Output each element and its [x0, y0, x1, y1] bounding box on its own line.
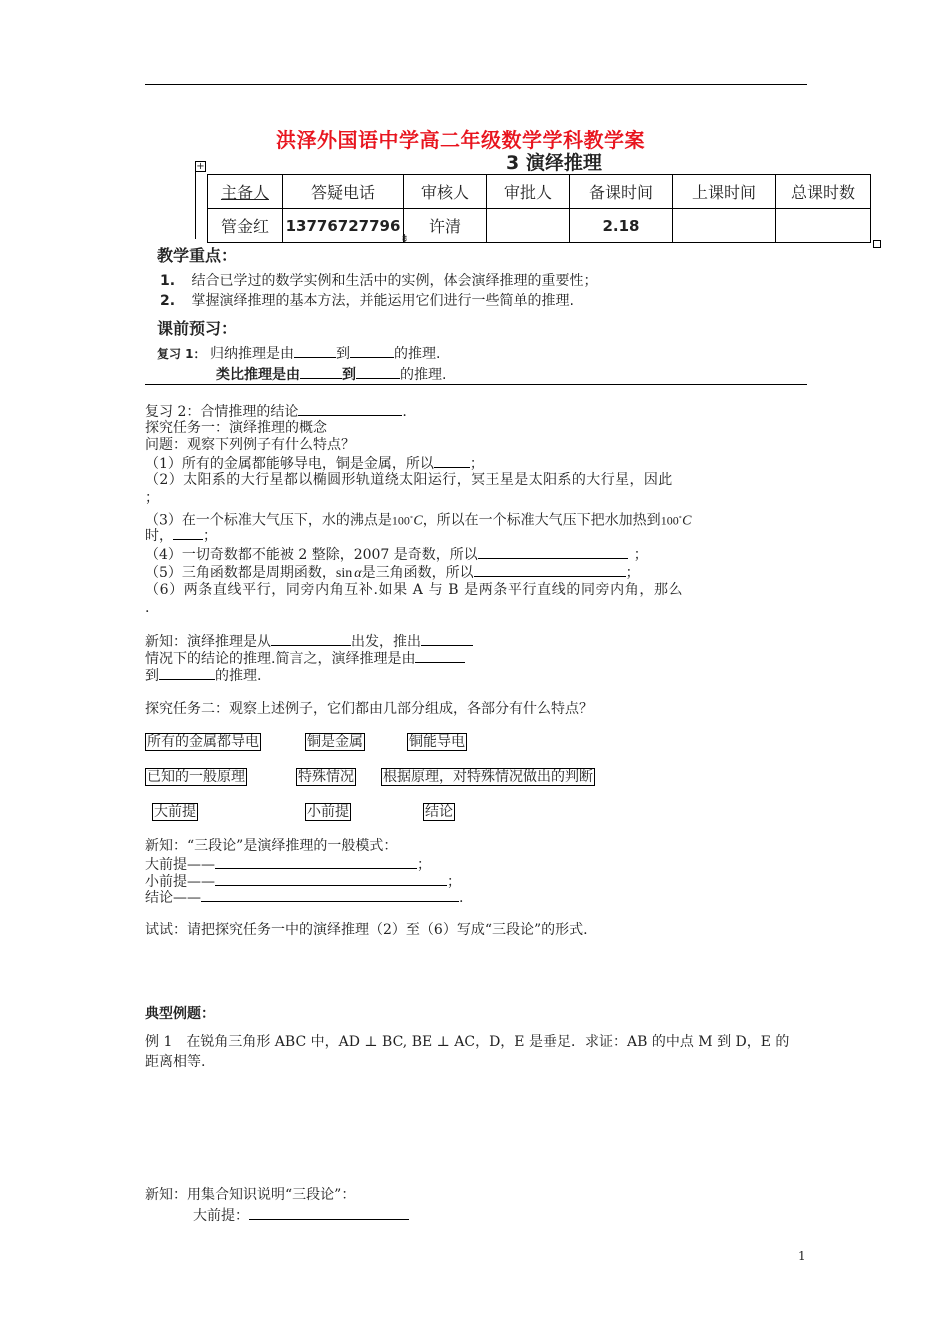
review-1-text-a: 归纳推理是由 — [209, 346, 294, 362]
example-6: （6）两条直线平行，同旁内角互补.如果 A 与 B 是两条平行直线的同旁内角，那么 — [145, 582, 684, 598]
syllogism-example-box: 铜能导电 — [409, 734, 465, 750]
new-knowledge-line-3 — [145, 667, 261, 684]
value-cell: 13776727796 — [283, 209, 404, 243]
page-number: 1 — [798, 1249, 806, 1263]
review-1b-text-c: 的推理. — [400, 367, 447, 383]
fill-blank[interactable] — [415, 650, 465, 663]
header-cell: 审核人 — [404, 175, 487, 209]
example-3: （3）在一个标准大气压下，水的沸点是100∘C，所以在一个标准大气压下把水加热到100∘C — [145, 512, 692, 529]
example-3-line2-text: 时， — [145, 528, 173, 544]
info-table-value-row — [208, 209, 871, 243]
fill-blank[interactable] — [434, 455, 470, 468]
try-instruction: 试试：请把探究任务一中的演绎推理（2）至（6）写成“三段论”的形式. — [145, 922, 588, 938]
temp-value: 100 — [660, 513, 679, 528]
key-point-text: 结合已学过的数学实例和生活中的实例，体会演绎推理的重要性； — [191, 273, 598, 289]
header-cell: 总课时数 — [776, 175, 871, 209]
set-knowledge-intro: 新知：用集合知识说明“三段论”： — [145, 1187, 356, 1203]
table-move-handle[interactable]: + — [196, 161, 205, 172]
syllogism-meaning-box: 已知的一般原理 — [147, 769, 245, 785]
syllogism-meaning-box: 特殊情况 — [298, 769, 354, 785]
syllogism-example-box: 铜是金属 — [307, 734, 363, 750]
minor-premise-end: ； — [447, 874, 461, 890]
example-problem-1-line-2: 距离相等. — [145, 1054, 206, 1070]
new-knowledge-line-2 — [145, 650, 465, 667]
conclusion-end: . — [459, 890, 464, 906]
key-point-item — [160, 290, 574, 310]
header-cell: 主备人 — [208, 175, 283, 209]
value-cell — [487, 209, 570, 243]
preview-heading: 课前预习： — [157, 319, 238, 338]
task-1-question: 问题：观察下列例子有什么特点？ — [145, 437, 355, 453]
example-4-end: ； — [633, 547, 648, 563]
key-point-text: 掌握演绎推理的基本方法，并能运用它们进行一些简单的推理. — [191, 293, 574, 309]
example-1 — [145, 455, 484, 472]
review-2-end: . — [402, 404, 407, 420]
example-3-text: （3）在一个标准大气压下，水的沸点是 — [145, 512, 392, 529]
fill-blank[interactable] — [201, 889, 459, 902]
example-4 — [145, 546, 648, 563]
fill-blank[interactable] — [271, 633, 351, 646]
review-1b-text-a: 类比推理是由 — [216, 367, 300, 383]
key-point-item — [160, 270, 598, 290]
example-5-text-a: （5）三角函数都是周期函数， — [145, 565, 336, 581]
nk1-text-b: 出发，推出 — [351, 634, 421, 650]
fill-blank[interactable] — [478, 546, 628, 559]
table-left-border — [195, 172, 196, 239]
syllogism-part-box: 小前提 — [307, 804, 349, 820]
minor-premise-line — [145, 873, 461, 890]
example-2: （2）太阳系的大行星都以椭圆形轨道绕太阳运行，冥王星是太阳系的大行星，因此 — [145, 472, 673, 488]
example-problem-1: 例 1 在锐角三角形 ABC 中，AD ⊥ BC, BE ⊥ AC，D，E 是垂足．求证：AB 的中点 M 到 D，E 的 — [145, 1034, 790, 1050]
value-cell: 2.18 — [570, 209, 673, 243]
review-1-label: 复习 1： — [157, 347, 206, 361]
value-cell: 许清 — [404, 209, 487, 243]
major-premise-end: ； — [417, 857, 431, 873]
task-2-question: 探究任务二：观察上述例子，它们都由几部分组成，各部分有什么特点？ — [145, 701, 593, 717]
key-points-heading: 教学重点： — [157, 246, 238, 265]
fill-blank[interactable] — [300, 366, 342, 379]
review-1-text-b: 到 — [335, 346, 350, 362]
example-3-end: ； — [203, 528, 217, 544]
example-3-line2 — [145, 527, 217, 544]
nk1-text-d: 到 — [145, 668, 159, 684]
fill-blank[interactable] — [294, 345, 336, 358]
temp-unit: C — [682, 513, 692, 529]
fill-blank[interactable] — [474, 564, 626, 577]
section-rule — [145, 384, 807, 385]
example-4-text: （4）一切奇数都不能被 2 整除，2007 是奇数，所以 — [145, 547, 478, 563]
example-3-mid: ，所以在一个标准大气压下把水加热到 — [422, 512, 661, 529]
info-table — [207, 174, 871, 243]
set-major-premise-line — [193, 1207, 409, 1224]
review-1-text-c: 的推理. — [393, 346, 441, 362]
example-5-end: ； — [625, 565, 640, 581]
temp-value: 100 — [391, 513, 410, 528]
nk1-text-e: 的推理. — [215, 668, 262, 684]
header-cell: 审批人 — [487, 175, 570, 209]
syllogism-meaning-box: 根据原理，对特殊情况做出的判断 — [383, 769, 593, 785]
review-1-line — [157, 343, 440, 363]
value-cell — [776, 209, 871, 243]
major-premise-label: 大前提—— — [145, 857, 215, 873]
example-1-text: （1）所有的金属都能够导电，铜是金属，所以 — [145, 456, 434, 472]
conclusion-label: 结论—— — [145, 890, 201, 906]
key-point-number: 2. — [160, 293, 176, 309]
header-cell: 备课时间 — [570, 175, 673, 209]
fill-blank[interactable] — [421, 633, 473, 646]
example-5-text-b: 是三角函数，所以 — [361, 565, 474, 581]
school-title: 洪泽外国语中学高二年级数学学科教学案 — [276, 128, 645, 152]
examples-heading: 典型例题： — [145, 1006, 215, 1022]
nk1-text-c: 情况下的结论的推理.简言之，演绎推理是由 — [145, 651, 416, 667]
header-cell: 上课时间 — [673, 175, 776, 209]
syllogism-part-box: 大前提 — [154, 804, 196, 820]
row-resize-icon[interactable]: ⇟ — [400, 232, 410, 245]
info-table-header-row — [208, 175, 871, 209]
review-2-line — [145, 403, 407, 420]
fill-blank[interactable] — [298, 403, 402, 416]
set-major-premise-label: 大前提： — [193, 1208, 249, 1224]
review-2-text: 复习 2：合情推理的结论 — [145, 404, 299, 420]
conclusion-line — [145, 889, 463, 906]
sin-symbol: sin — [335, 566, 353, 581]
lesson-title: 3 演绎推理 — [506, 152, 602, 174]
example-2-end: ； — [145, 490, 159, 506]
major-premise-line — [145, 856, 431, 873]
task-1-title: 探究任务一：演绎推理的概念 — [145, 420, 327, 436]
fill-blank[interactable] — [249, 1207, 409, 1220]
example-5 — [145, 564, 640, 582]
key-point-number: 1. — [160, 273, 176, 289]
review-1b-line — [216, 364, 446, 384]
minor-premise-label: 小前提—— — [145, 874, 215, 890]
header-rule — [145, 84, 807, 85]
fill-blank[interactable] — [215, 873, 447, 886]
fill-blank[interactable] — [350, 345, 394, 358]
fill-blank[interactable] — [356, 366, 400, 379]
header-cell: 答疑电话 — [283, 175, 404, 209]
syllogism-example-box: 所有的金属都导电 — [147, 734, 259, 750]
example-1-end: ； — [469, 456, 484, 472]
value-cell: 管金红 — [208, 209, 283, 243]
syllogism-part-box: 结论 — [425, 804, 453, 820]
value-cell — [673, 209, 776, 243]
review-1b-text-b: 到 — [342, 367, 356, 383]
syllogism-intro: 新知：“三段论”是演绎推理的一般模式： — [145, 838, 398, 854]
alpha-symbol: α — [354, 566, 362, 581]
fill-blank[interactable] — [173, 527, 203, 540]
table-resize-handle[interactable] — [873, 240, 881, 248]
fill-blank[interactable] — [159, 667, 215, 680]
example-6-end: . — [145, 600, 150, 616]
fill-blank[interactable] — [215, 856, 417, 869]
temp-unit: C — [413, 513, 423, 529]
new-knowledge-line-1 — [145, 633, 473, 650]
nk1-text-a: 新知：演绎推理是从 — [145, 634, 271, 650]
